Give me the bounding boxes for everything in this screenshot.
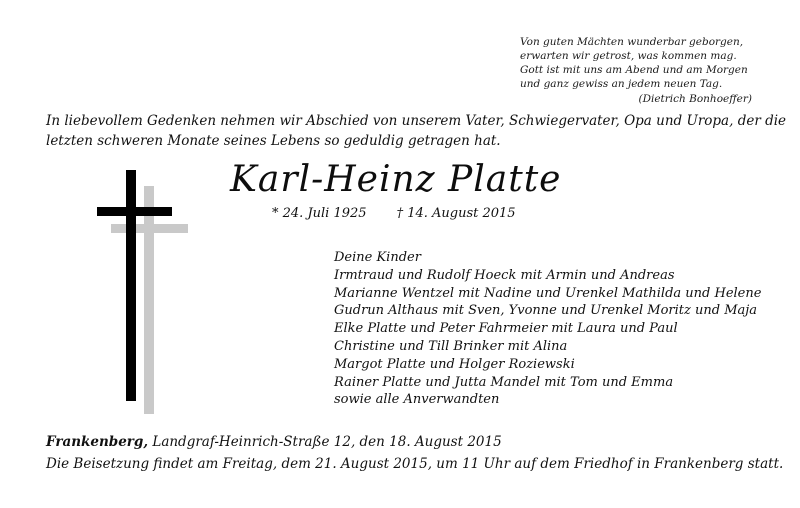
address-date: Landgraf-Heinrich-Straße 12, den 18. August 2015 xyxy=(148,434,502,450)
family-closing: sowie alle Anverwandten xyxy=(334,392,500,408)
quote-author: (Dietrich Bonhoeffer) xyxy=(638,93,752,105)
family-member: Margot Platte und Holger Roziewski xyxy=(334,356,575,372)
family-member: Christine und Till Brinker mit Alina xyxy=(334,338,568,354)
cross-vertical-bar xyxy=(126,170,136,401)
quote-line: Gott ist mit uns am Abend und am Morgen xyxy=(520,64,748,76)
birth-date: * 24. Juli 1925 xyxy=(272,206,367,221)
cross-shadow-horizontal xyxy=(111,224,188,233)
death-date: † 14. August 2015 xyxy=(396,206,516,221)
deceased-name: Karl-Heinz Platte xyxy=(230,159,562,200)
quote-line: Von guten Mächten wunderbar geborgen, xyxy=(520,36,744,48)
place-and-date xyxy=(46,432,502,452)
family-member: Marianne Wentzel mit Nadine und Urenkel Mathilda und Helene xyxy=(334,285,762,301)
quote-line: und ganz gewiss an jedem neuen Tag. xyxy=(520,78,723,90)
life-dates xyxy=(272,205,516,223)
intro-line: letzten schweren Monate seines Lebens so geduldig getragen hat. xyxy=(46,133,501,149)
cross-shadow-vertical xyxy=(144,186,154,414)
intro-text xyxy=(46,111,787,151)
family-heading: Deine Kinder xyxy=(334,250,421,265)
family-member: Gudrun Althaus mit Sven, Yvonne und Urenkel Moritz und Maja xyxy=(334,303,758,319)
cross-horizontal-bar xyxy=(97,207,172,216)
quote-line: erwarten wir getrost, was kommen mag. xyxy=(520,50,737,62)
family-member: Irmtraud und Rudolf Hoeck mit Armin und Andreas xyxy=(334,267,675,283)
bonhoeffer-quote xyxy=(520,35,752,106)
family-member: Elke Platte und Peter Fahrmeier mit Laura und Paul xyxy=(334,321,678,337)
place-name: Frankenberg, xyxy=(46,434,149,450)
funeral-note: Die Beisetzung findet am Freitag, dem 21. August 2015, um 11 Uhr auf dem Friedhof in Frankenberg statt. xyxy=(46,456,784,472)
family-list xyxy=(334,249,764,409)
family-member: Rainer Platte und Jutta Mandel mit Tom und Emma xyxy=(334,374,674,390)
intro-line: In liebevollem Gedenken nehmen wir Abschied von unserem Vater, Schwiegervater, Opa und Uropa, der die xyxy=(46,113,787,129)
